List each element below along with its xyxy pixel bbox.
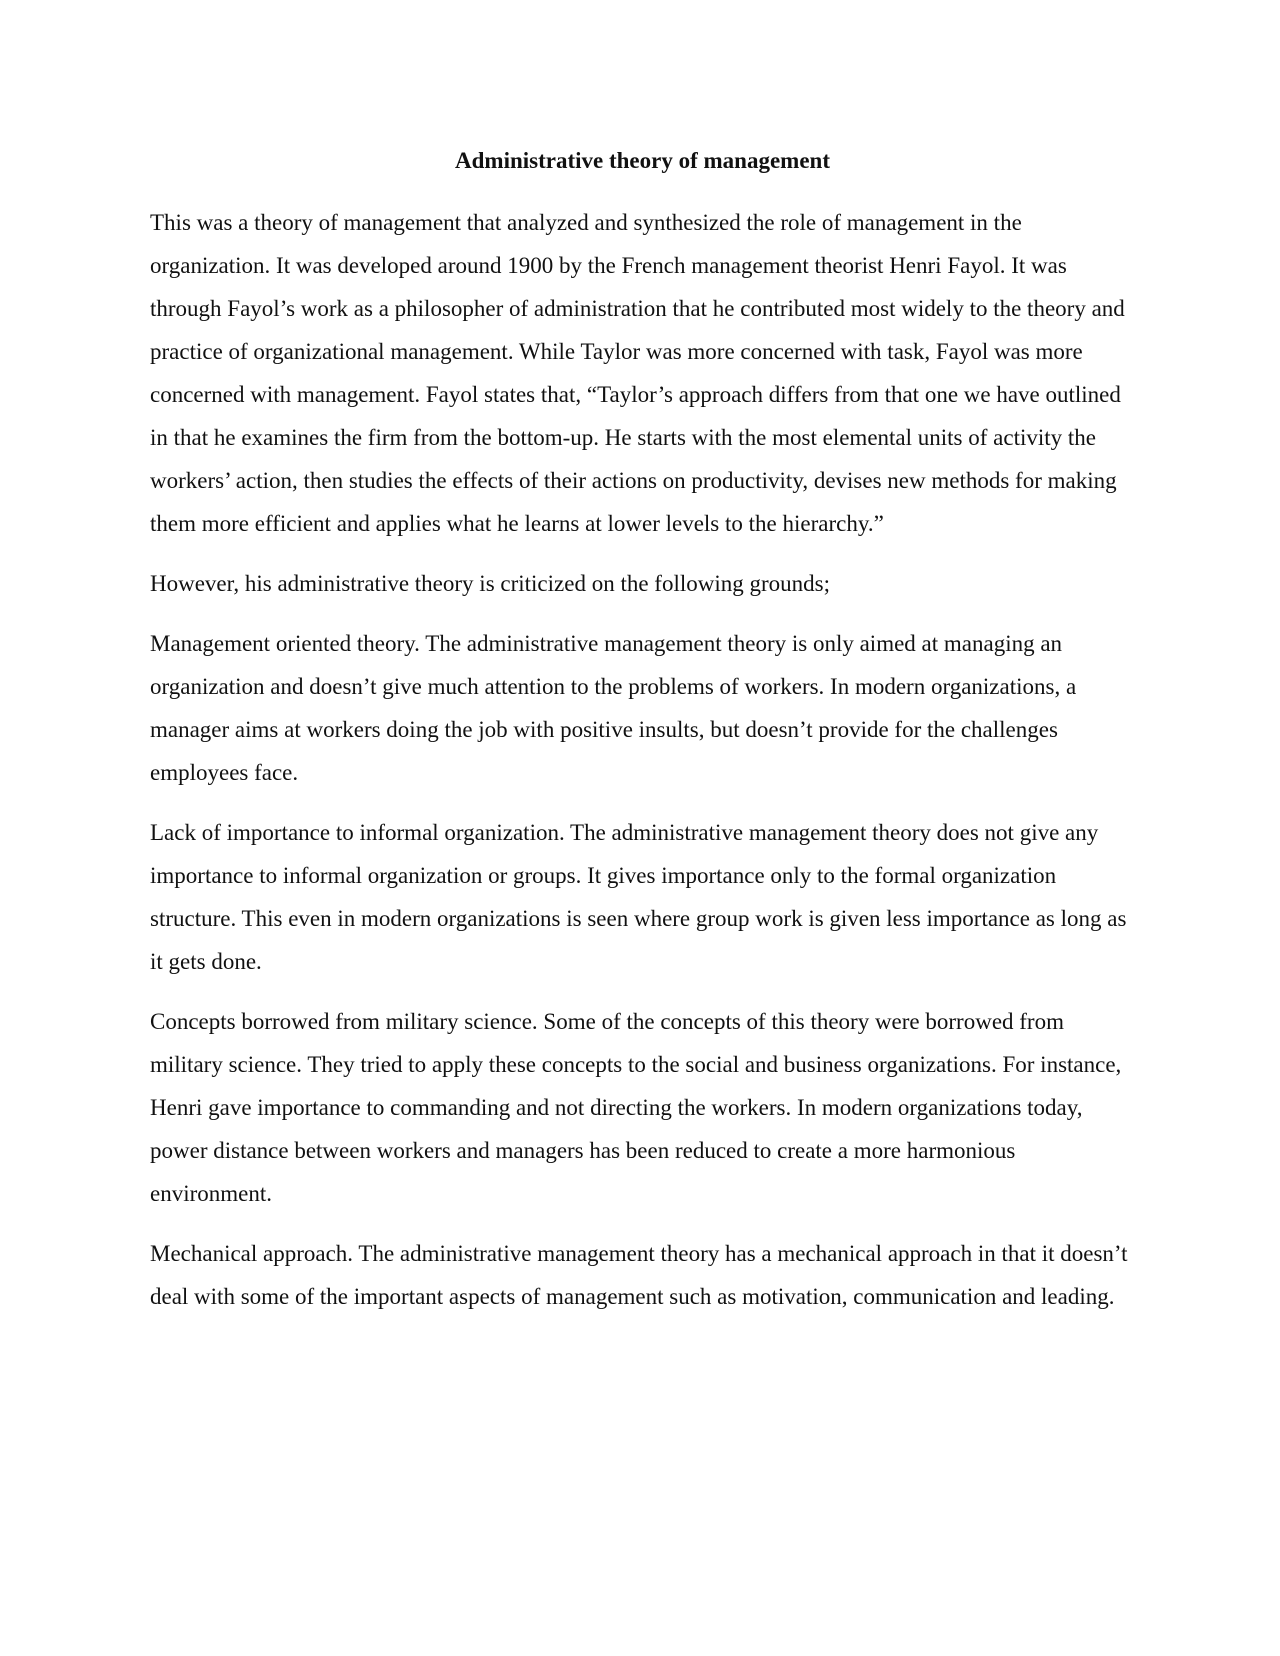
paragraph-management-oriented: Management oriented theory. The administrative management theory is only aimed at managing an organization and doesn’t give much attention to the problems of workers. In modern organizations, a manager aims at workers doing the job with positive insults, but doesn’t provide for the challenges employees face. <box>150 631 1077 785</box>
paragraph-informal-organization: Lack of importance to informal organization. The administrative management theory does not give any importance to informal organization or groups. It gives importance only to the formal organization structure. This even in modern organizations is seen where group work is given less importance as long as it gets done. <box>150 820 1127 974</box>
document-body <box>150 145 1135 1335</box>
paragraph-criticism-lead: However, his administrative theory is criticized on the following grounds; <box>150 571 830 596</box>
paragraph-military-science: Concepts borrowed from military science. Some of the concepts of this theory were borrowed from military science. They tried to apply these concepts to the social and business organizations. For instance, Henri gave importance to commanding and not directing the workers. In modern organizations today, power distance between workers and managers has been reduced to create a more harmonious environment. <box>150 1009 1122 1206</box>
paragraph-intro: This was a theory of management that analyzed and synthesized the role of management in the organization. It was developed around 1900 by the French management theorist Henri Fayol. It was through Fayol’s work as a philosopher of administration that he contributed most widely to the theory and practice of organizational management. While Taylor was more concerned with task, Fayol was more concerned with management. Fayol states that, “Taylor’s approach differs from that one we have outlined in that he examines the firm from the bottom-up. He starts with the most elemental units of activity the workers’ action, then studies the effects of their actions on productivity, devises new methods for making them more efficient and applies what he learns at lower levels to the hierarchy.” <box>150 210 1125 536</box>
paragraph-mechanical-approach: Mechanical approach. The administrative management theory has a mechanical approach in that it doesn’t deal with some of the important aspects of management such as motivation, communication and leading. <box>150 1241 1128 1309</box>
document-title: Administrative theory of management <box>455 148 830 173</box>
